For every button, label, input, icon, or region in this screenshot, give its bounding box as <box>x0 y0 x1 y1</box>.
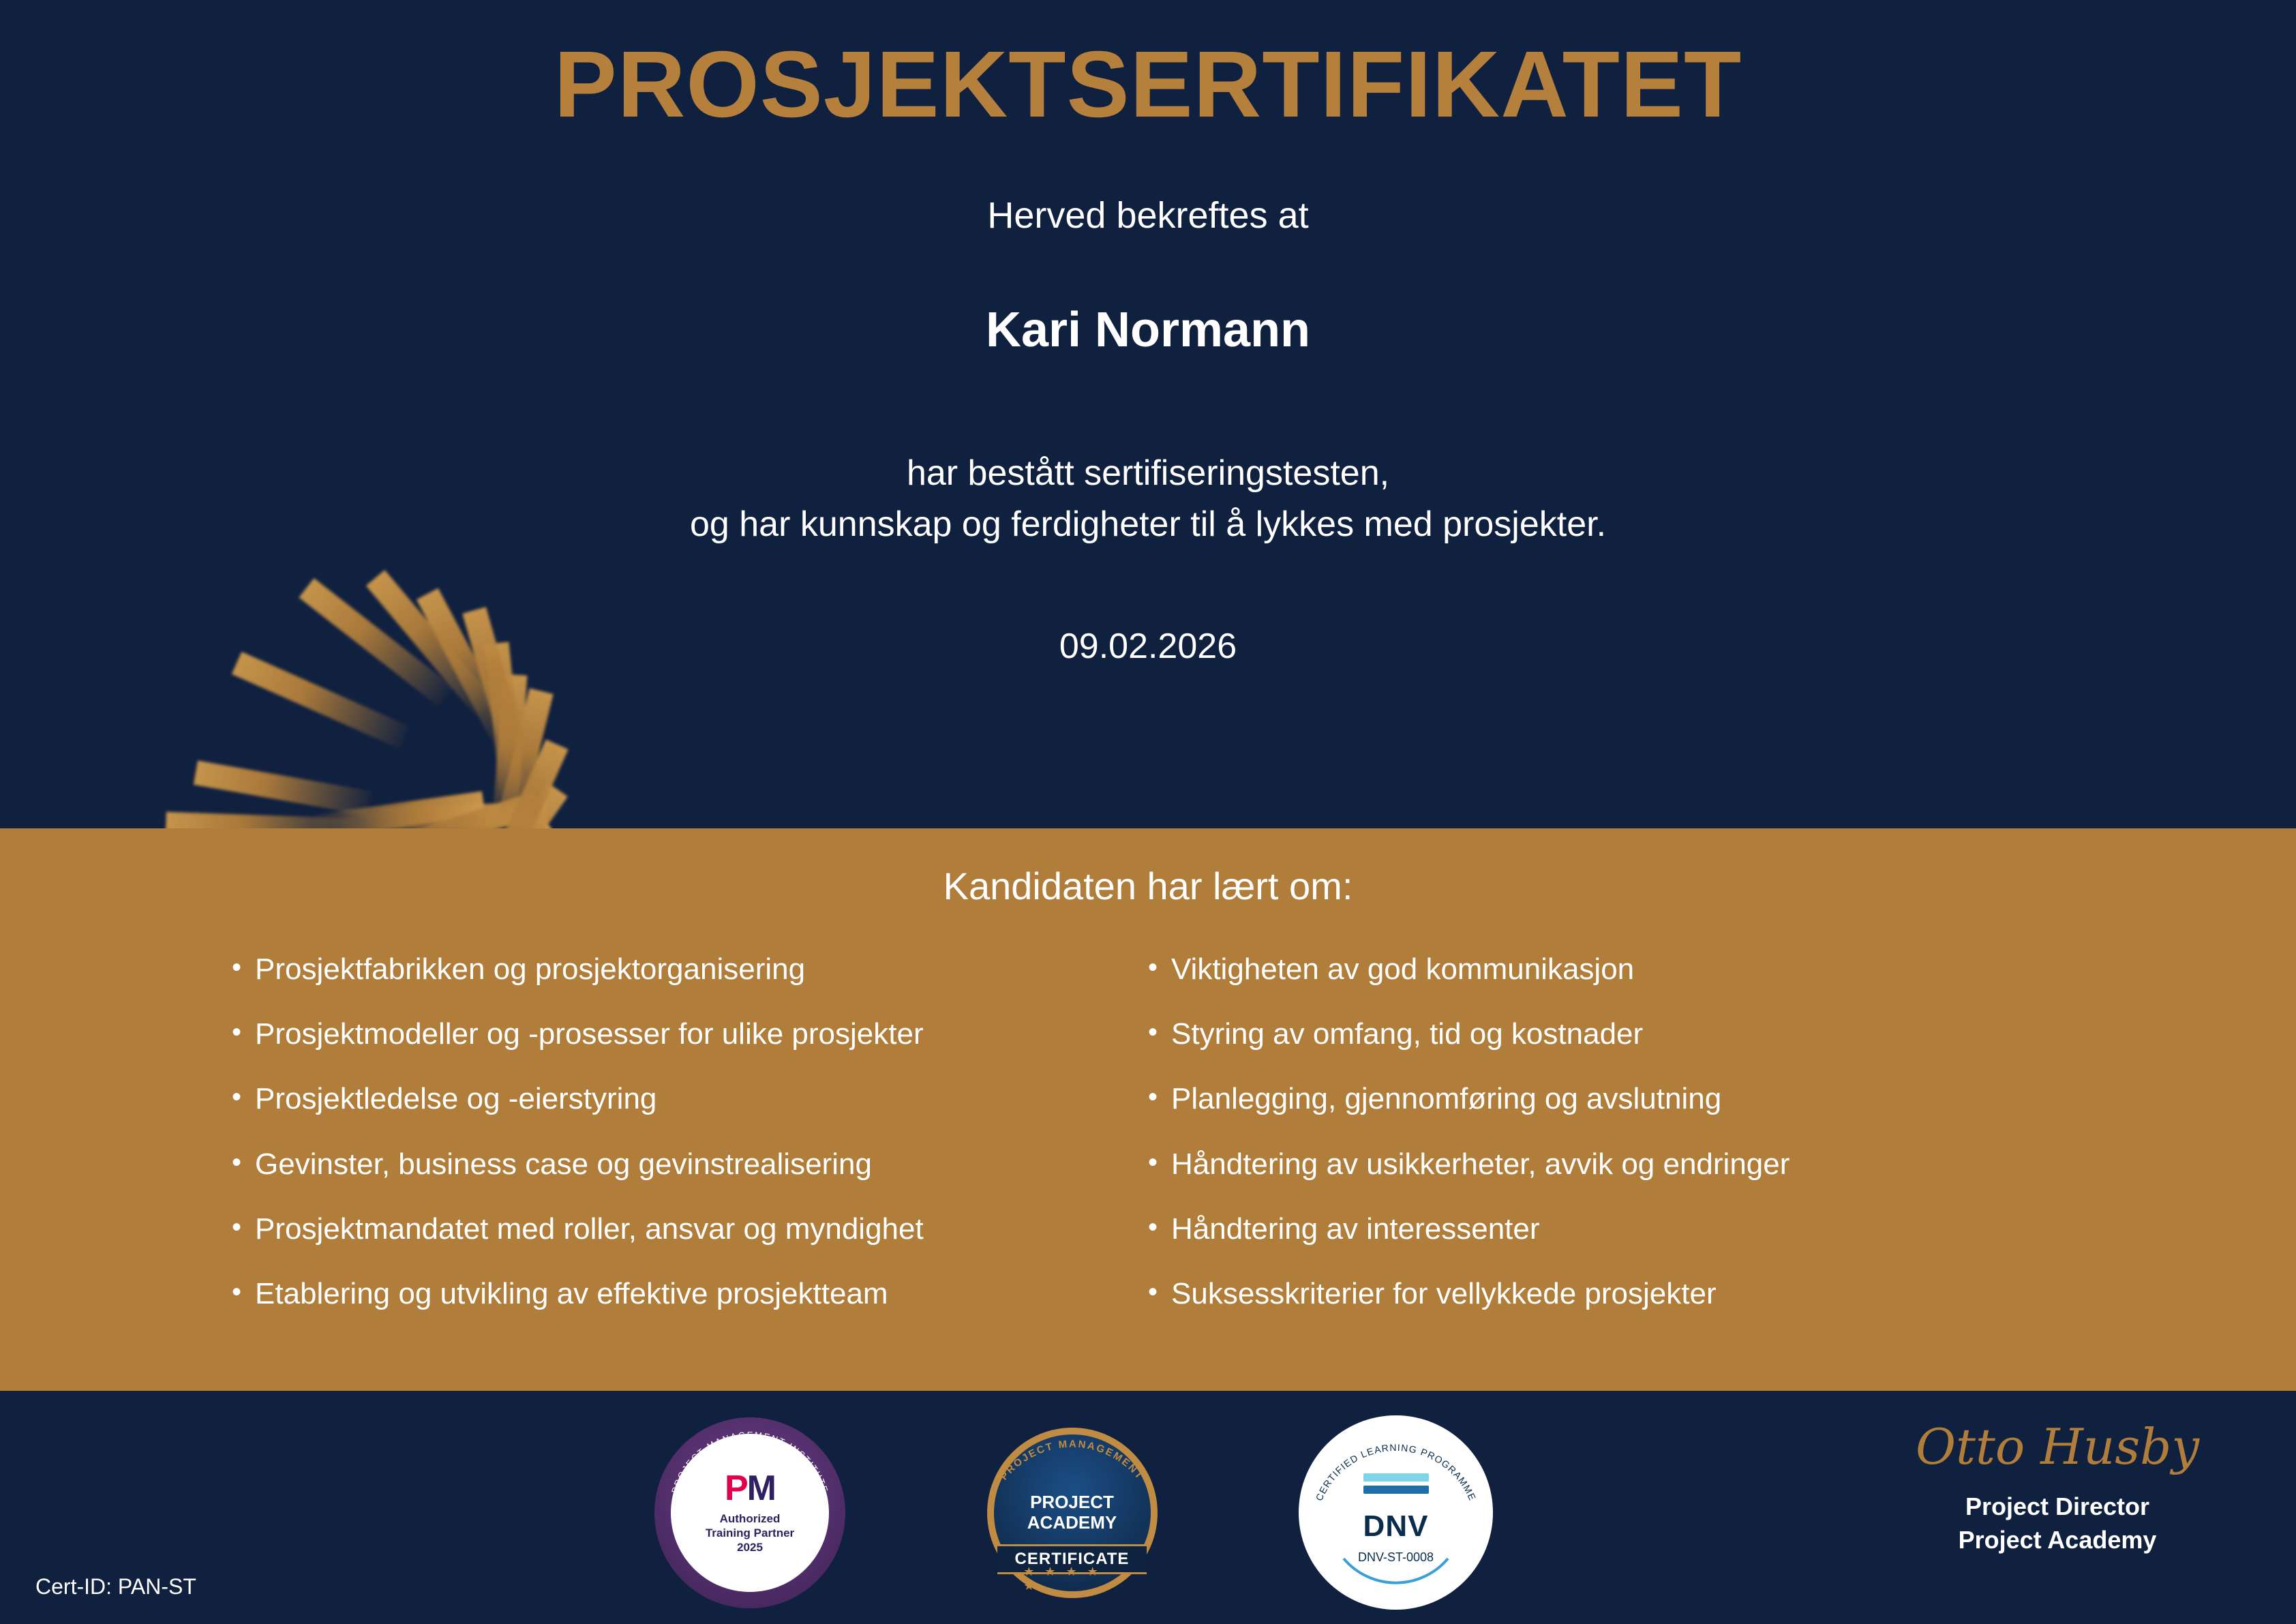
pmi-subtitle-line-1: Authorized <box>719 1512 781 1525</box>
svg-text:CERTIFIED LEARNING PROGRAMME <box>1313 1442 1478 1503</box>
dnv-ring-text: CERTIFIED LEARNING PROGRAMME <box>1313 1441 1479 1503</box>
bullet-icon: • <box>1148 1017 1158 1048</box>
svg-text:PROJECT MANAGEMENT INSTITUTE <box>669 1429 830 1494</box>
bullet-icon: • <box>1148 952 1158 982</box>
pmi-ring-bottom-text: TRAINING PARTNER <box>695 1552 804 1584</box>
svg-text:TRAINING PARTNER <box>696 1552 804 1584</box>
certificate-footer-panel <box>0 1391 2296 1624</box>
bullet-icon: • <box>232 1017 242 1048</box>
list-item-label: Gevinster, business case og gevinstrealisering <box>255 1147 872 1181</box>
list-item-label: Suksesskriterier for vellykkede prosjekter <box>1171 1276 1717 1310</box>
dnv-code: DNV-ST-0008 <box>1357 1550 1434 1564</box>
list-item-label: Planlegging, gjennomføring og avslutning <box>1171 1082 1722 1116</box>
bullet-icon: • <box>232 1212 242 1242</box>
statement-line-1: har bestått sertifiseringstesten, <box>906 453 1390 493</box>
accreditation-badges <box>654 1415 1493 1610</box>
signature-block <box>1867 1418 2248 1557</box>
list-item <box>232 1271 1148 1317</box>
pmi-logo-p: P <box>724 1468 747 1508</box>
statement-block <box>0 448 2296 551</box>
statement-line-2: og har kunnskap og ferdigheter til å lykkes med prosjekter. <box>689 505 1607 545</box>
project-academy-line-2: ACADEMY <box>1027 1512 1117 1533</box>
list-item <box>232 1206 1148 1252</box>
dnv-ring-svg <box>1299 1415 1493 1610</box>
bullet-icon: • <box>232 1082 242 1113</box>
bullet-icon: • <box>1148 1276 1158 1307</box>
learning-outcomes-columns <box>0 946 2296 1336</box>
list-item-label: Prosjektmandatet med roller, ansvar og myndighet <box>255 1212 924 1246</box>
right-outcomes-list <box>1148 946 2064 1317</box>
recipient-name: Kari Normann <box>985 302 1311 357</box>
list-item-label: Etablering og utvikling av effektive prosjektteam <box>255 1276 888 1310</box>
list-item-label: Viktigheten av god kommunikasjon <box>1171 952 1635 986</box>
learning-outcomes-panel <box>0 828 2296 1391</box>
project-academy-certificate-badge <box>975 1415 1169 1610</box>
list-item <box>232 1076 1148 1122</box>
learning-outcomes-left-column <box>232 946 1148 1336</box>
project-academy-ribbon: CERTIFICATE <box>997 1544 1147 1574</box>
project-academy-line-1: PROJECT <box>1030 1491 1114 1512</box>
left-outcomes-list <box>232 946 1148 1317</box>
list-item <box>1148 1011 2064 1057</box>
pmi-logo-m: M <box>746 1468 775 1508</box>
svg-text:PROJECT MANAGEMENT <box>998 1439 1146 1483</box>
certificate-title: PROSJEKTSERTIFIKATET <box>554 32 1742 137</box>
cert-id-label: Cert-ID: PAN-ST <box>35 1574 196 1599</box>
signature-role <box>1867 1490 2248 1557</box>
bullet-icon: • <box>232 1147 242 1177</box>
bullet-icon: • <box>232 1276 242 1307</box>
signature-role-line-2: Project Academy <box>1958 1525 2157 1554</box>
header-text-block <box>0 0 2296 667</box>
list-item <box>232 1011 1148 1057</box>
dnv-arc-decor <box>1344 1559 1448 1583</box>
bullet-icon: • <box>1148 1147 1158 1177</box>
list-item <box>232 946 1148 993</box>
learning-outcomes-heading: Kandidaten har lært om: <box>943 864 1353 907</box>
pmi-subtitle-line-2: Training Partner <box>705 1526 795 1539</box>
pmi-year: 2025 <box>737 1541 763 1554</box>
list-item-label: Håndtering av interessenter <box>1171 1212 1540 1246</box>
list-item-label: Prosjektfabrikken og prosjektorganisering <box>255 952 806 986</box>
issue-date: 09.02.2026 <box>1059 626 1237 666</box>
list-item-label: Prosjektledelse og -eierstyring <box>255 1082 657 1116</box>
bullet-icon: • <box>232 952 242 982</box>
signature-role-line-1: Project Director <box>1965 1492 2150 1520</box>
list-item-label: Prosjektmodeller og -prosesser for ulike prosjekter <box>255 1017 924 1051</box>
pmi-authorized-training-partner-badge <box>654 1417 845 1608</box>
list-item-label: Styring av omfang, tid og kostnader <box>1171 1017 1644 1051</box>
list-item <box>232 1141 1148 1188</box>
bullet-icon: • <box>1148 1212 1158 1242</box>
list-item <box>1148 1271 2064 1317</box>
signature-name: Otto Husby <box>1915 1418 2199 1475</box>
bullet-icon: • <box>1148 1082 1158 1113</box>
list-item <box>1148 1206 2064 1252</box>
list-item <box>1148 1141 2064 1188</box>
learning-outcomes-right-column <box>1148 946 2064 1336</box>
pmi-ring-top-text: PROJECT MANAGEMENT INSTITUTE <box>669 1429 831 1494</box>
pmi-ring-text-svg <box>654 1417 845 1608</box>
list-item <box>1148 946 2064 993</box>
dnv-certified-learning-programme-badge <box>1299 1415 1493 1610</box>
project-academy-ring-text: PROJECT MANAGEMENT <box>998 1438 1146 1483</box>
list-item-label: Håndtering av usikkerheter, avvik og endringer <box>1171 1147 1790 1181</box>
project-academy-stars: ★ ★ ★ ★ ★ <box>1023 1565 1102 1593</box>
dnv-name: DNV <box>1363 1509 1429 1543</box>
confirmation-line: Herved bekreftes at <box>987 194 1309 236</box>
list-item <box>1148 1076 2064 1122</box>
